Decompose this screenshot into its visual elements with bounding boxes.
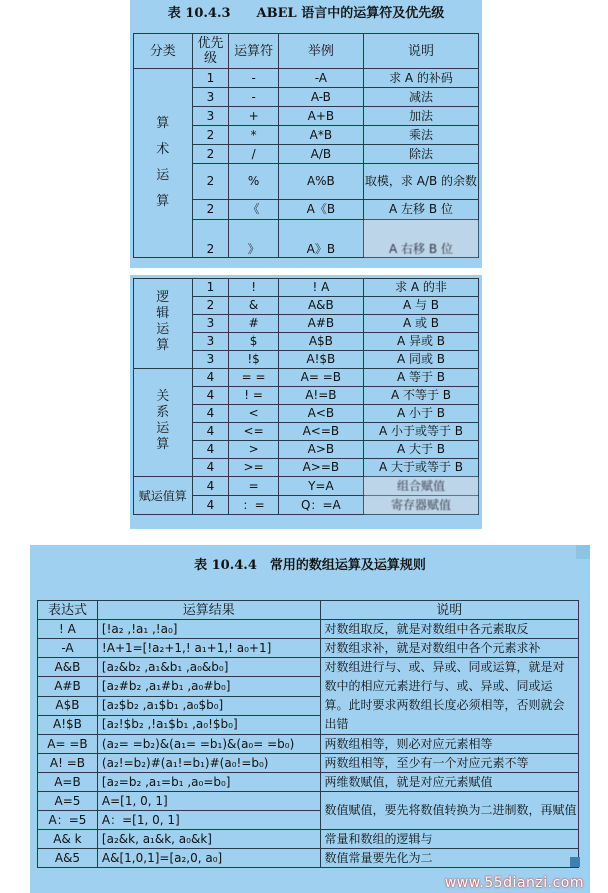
t1-cell: A%B bbox=[278, 164, 363, 200]
t2-category-assign bbox=[134, 477, 193, 515]
t3-expr: A& k bbox=[38, 830, 98, 849]
t3-result: [a₂&k, a₁&k, a₀&k] bbox=[97, 830, 320, 849]
t2-cat-relation-text: 关系运算 bbox=[156, 389, 170, 452]
t2-cell: = = bbox=[229, 369, 278, 387]
t2-cell: 4 bbox=[192, 405, 229, 423]
t2-cell: A 不等于 B bbox=[363, 387, 478, 405]
t1-cell: 2 bbox=[192, 200, 229, 220]
t1-header-example: 举例 bbox=[278, 34, 363, 69]
t1-cell: 加法 bbox=[363, 107, 478, 126]
t1-cell: % bbox=[229, 164, 278, 200]
t1-cell: 2 bbox=[192, 220, 229, 258]
t1-cell: / bbox=[229, 145, 278, 164]
t2-cell: A 异或 B bbox=[363, 333, 478, 351]
t1-header-description: 说明 bbox=[363, 34, 478, 69]
t1-cell: A+B bbox=[278, 107, 363, 126]
t2-cell: > bbox=[229, 441, 278, 459]
t2-cell: ! = bbox=[229, 387, 278, 405]
t2-cell: 寄存器赋值 bbox=[363, 496, 478, 515]
t3-result: (a₂!=b₂)#(a₁!=b₁)#(a₀!=b₀) bbox=[97, 754, 320, 773]
t2-cell: 4 bbox=[192, 459, 229, 477]
t1-cell: - bbox=[229, 69, 278, 88]
t2-cell: 组合赋值 bbox=[363, 477, 478, 496]
t3-result: (a₂= =b₂)&(a₁= =b₁)&(a₀= =b₀) bbox=[97, 735, 320, 754]
t1-header-category: 分类 bbox=[134, 34, 193, 69]
t3-desc: 数值常量要先化为二 bbox=[320, 849, 578, 868]
t3-desc: 两数组相等，则必对应元素相等 bbox=[320, 735, 578, 754]
t1-cell: A*B bbox=[278, 126, 363, 145]
table1-title: 表 10.4.3 ABEL 语言中的运算符及优先级 bbox=[167, 6, 445, 21]
t2-cell: 1 bbox=[192, 279, 229, 297]
t3-expr: A= =B bbox=[38, 735, 98, 754]
t2-cell: $ bbox=[229, 333, 278, 351]
t1-cell: 2 bbox=[192, 164, 229, 200]
t2-cell: A 小于 B bbox=[363, 405, 478, 423]
t3-desc: 数值赋值，要先将数值转换为二进制数，再赋值 bbox=[320, 792, 578, 830]
t2-cell: 4 bbox=[192, 441, 229, 459]
table3 bbox=[37, 600, 579, 868]
t3-desc: 对数组取反，就是对数组中各元素取反 bbox=[320, 620, 578, 639]
t2-cell: 4 bbox=[192, 369, 229, 387]
t3-result: !A+1=[!a₂+1,! a₁+1,! a₀+1] bbox=[97, 639, 320, 658]
t2-cell: 3 bbox=[192, 333, 229, 351]
t2-cell: A 小于或等于 B bbox=[363, 423, 478, 441]
t3-merged-desc: 对数组进行与、或、异或、同或运算，就是对数中的相应元素进行与、或、异或、同或运算。此时要求两数组长度必须相等，否则就会出错 bbox=[320, 658, 578, 735]
t1-cat-text: 算术运算 bbox=[156, 116, 170, 209]
t2-cell: A$B bbox=[278, 333, 363, 351]
t1-cell: 》 bbox=[229, 220, 278, 258]
t2-cell: 求 A 的非 bbox=[363, 279, 478, 297]
t2-cat-assign-text: 赋运值算 bbox=[138, 488, 187, 503]
table1-panel bbox=[130, 0, 482, 268]
t1-cell: A 右移 B 位 bbox=[363, 220, 478, 258]
t2-cell: A 大于或等于 B bbox=[363, 459, 478, 477]
t3-result: A&[1,0,1]=[a₂,0, a₀] bbox=[97, 849, 320, 868]
t2-cell: 4 bbox=[192, 387, 229, 405]
t2-cell: A&B bbox=[278, 297, 363, 315]
t3-result: [!a₂ ,!a₁ ,!a₀] bbox=[97, 620, 320, 639]
t2-cell: 4 bbox=[192, 477, 229, 496]
t2-cell: A 同或 B bbox=[363, 351, 478, 369]
t2-cell: # bbox=[229, 315, 278, 333]
t2-category-logic bbox=[134, 279, 193, 369]
t3-expr: A=5 bbox=[38, 792, 98, 811]
t2-cell: 4 bbox=[192, 423, 229, 441]
t3-header-expression: 表达式 bbox=[38, 601, 98, 620]
t2-cell: A 与 B bbox=[363, 297, 478, 315]
t1-cell: A《B bbox=[278, 200, 363, 220]
t3-desc: 两数组相等，至少有一个对应元素不等 bbox=[320, 754, 578, 773]
t3-expr: A$B bbox=[38, 696, 98, 715]
t3-result: A=[1, 0, 1] bbox=[97, 792, 320, 811]
t3-expr: A!$B bbox=[38, 715, 98, 734]
t1-cell: 取模，求 A/B 的余数 bbox=[363, 164, 478, 200]
t1-cell: -A bbox=[278, 69, 363, 88]
t1-cell: 3 bbox=[192, 88, 229, 107]
t2-cell: 3 bbox=[192, 315, 229, 333]
t1-cell: 除法 bbox=[363, 145, 478, 164]
t2-category-relation bbox=[134, 369, 193, 477]
t2-cell: ! bbox=[229, 279, 278, 297]
t1-cell: A-B bbox=[278, 88, 363, 107]
t3-result: [a₂$b₂ ,a₁$b₁ ,a₀$b₀] bbox=[97, 696, 320, 715]
t3-result: [a₂=b₂ ,a₁=b₁ ,a₀=b₀] bbox=[97, 773, 320, 792]
t3-expr: A=B bbox=[38, 773, 98, 792]
t1-category-arith bbox=[134, 69, 193, 258]
t2-cell: 4 bbox=[192, 496, 229, 515]
t1-cell: 乘法 bbox=[363, 126, 478, 145]
t2-cell: & bbox=[229, 297, 278, 315]
t2-cell: < bbox=[229, 405, 278, 423]
t1-cell: A》B bbox=[278, 220, 363, 258]
t2-cell: A<B bbox=[278, 405, 363, 423]
t2-cell: A>=B bbox=[278, 459, 363, 477]
table3-panel bbox=[30, 545, 590, 893]
t2-cell: A!$B bbox=[278, 351, 363, 369]
t2-cell: ! A bbox=[278, 279, 363, 297]
t1-cell: 1 bbox=[192, 69, 229, 88]
t2-cell: 2 bbox=[192, 297, 229, 315]
t2-cell: A>B bbox=[278, 441, 363, 459]
t3-header-result: 运算结果 bbox=[97, 601, 320, 620]
t3-expr: A#B bbox=[38, 677, 98, 696]
t2-cell: A 等于 B bbox=[363, 369, 478, 387]
t2-cell: Q：=A bbox=[278, 496, 363, 515]
t3-desc: 常量和数组的逻辑与 bbox=[320, 830, 578, 849]
t2-cell: ：= bbox=[229, 496, 278, 515]
t1-cell: 《 bbox=[229, 200, 278, 220]
t3-desc: 对数组求补，就是对数组中各个元素求补 bbox=[320, 639, 578, 658]
t2-cell: !$ bbox=[229, 351, 278, 369]
t2-cell: A#B bbox=[278, 315, 363, 333]
t1-header-operator: 运算符 bbox=[229, 34, 278, 69]
resize-corner-icon bbox=[570, 857, 580, 867]
site-watermark: www.55dianzi.com bbox=[444, 875, 584, 891]
t3-expr: -A bbox=[38, 639, 98, 658]
t1-cell: 求 A 的补码 bbox=[363, 69, 478, 88]
t2-cell: A= =B bbox=[278, 369, 363, 387]
t3-result: [a₂&b₂ ,a₁&b₁ ,a₀&b₀] bbox=[97, 658, 320, 677]
t3-expr: A&5 bbox=[38, 849, 98, 868]
t2-cell: A!=B bbox=[278, 387, 363, 405]
table2-panel bbox=[130, 275, 482, 529]
t3-expr: A&B bbox=[38, 658, 98, 677]
t3-expr: A：=5 bbox=[38, 811, 98, 830]
t2-cell: A 大于 B bbox=[363, 441, 478, 459]
t3-expr: A! =B bbox=[38, 754, 98, 773]
table2 bbox=[133, 278, 479, 515]
t3-result: [a₂!$b₂ ,!a₁$b₁ ,a₀!$b₀] bbox=[97, 715, 320, 734]
t3-expr: ! A bbox=[38, 620, 98, 639]
t1-cell: 减法 bbox=[363, 88, 478, 107]
t2-cell: Y=A bbox=[278, 477, 363, 496]
t1-cell: 2 bbox=[192, 126, 229, 145]
t3-desc: 两维数赋值，就是对应元素赋值 bbox=[320, 773, 578, 792]
t1-cell: A 左移 B 位 bbox=[363, 200, 478, 220]
t1-cell: * bbox=[229, 126, 278, 145]
t1-cell: + bbox=[229, 107, 278, 126]
t3-result: [a₂#b₂ ,a₁#b₁ ,a₀#b₀] bbox=[97, 677, 320, 696]
t2-cell: <= bbox=[229, 423, 278, 441]
t2-cell: >= bbox=[229, 459, 278, 477]
t1-cell: - bbox=[229, 88, 278, 107]
t3-header-description: 说明 bbox=[320, 601, 578, 620]
table3-title: 表 10.4.4 常用的数组运算及运算规则 bbox=[194, 558, 426, 573]
t1-cell: 2 bbox=[192, 145, 229, 164]
t2-cell: A<=B bbox=[278, 423, 363, 441]
t2-cell: = bbox=[229, 477, 278, 496]
t3-result: A：=[1, 0, 1] bbox=[97, 811, 320, 830]
t2-cell: A 或 B bbox=[363, 315, 478, 333]
table1 bbox=[133, 33, 479, 258]
t2-cat-logic-text: 逻辑运算 bbox=[156, 290, 170, 353]
t1-header-priority: 优先级 bbox=[192, 34, 229, 69]
t2-cell: 3 bbox=[192, 351, 229, 369]
t1-cell: A/B bbox=[278, 145, 363, 164]
t1-cell: 3 bbox=[192, 107, 229, 126]
